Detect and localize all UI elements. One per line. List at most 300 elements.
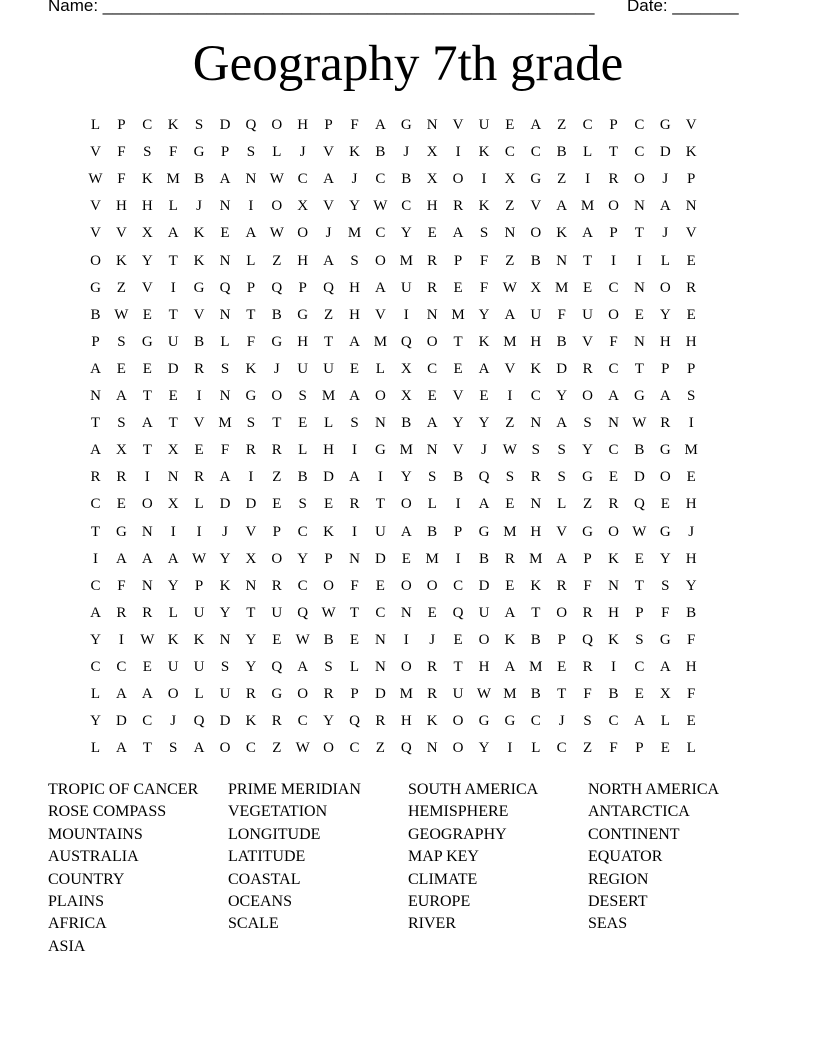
- grid-letter: I: [248, 469, 254, 486]
- grid-letter: O: [426, 577, 438, 594]
- grid-letter: O: [219, 740, 231, 757]
- grid-letter: Q: [400, 740, 412, 757]
- grid-letter: J: [299, 144, 306, 161]
- grid-letter: G: [271, 686, 283, 703]
- grid-letter: V: [374, 306, 386, 323]
- grid-letter: F: [117, 144, 126, 161]
- grid-letter: Y: [219, 550, 231, 567]
- grid-letter: P: [635, 740, 644, 757]
- grid-letter: P: [687, 360, 696, 377]
- grid-letter: M: [166, 171, 180, 188]
- word-item: LATITUDE: [228, 848, 306, 866]
- word-item: EQUATOR: [588, 848, 663, 866]
- grid-letter: R: [245, 686, 256, 703]
- grid-letter: P: [687, 171, 696, 188]
- grid-letter: K: [608, 550, 619, 567]
- word-column: [588, 779, 768, 936]
- grid-letter: V: [323, 144, 335, 161]
- grid-letter: L: [246, 252, 256, 269]
- grid-letter: U: [374, 523, 386, 540]
- word-column: [48, 779, 228, 958]
- grid-letter: A: [245, 225, 257, 242]
- grid-letter: E: [298, 415, 308, 432]
- grid-letter: C: [530, 713, 541, 730]
- grid-letter: E: [557, 659, 567, 675]
- grid-letter: G: [271, 333, 283, 350]
- grid-letter: A: [400, 523, 412, 540]
- grid-letter: E: [634, 550, 644, 567]
- grid-letter: P: [583, 550, 592, 567]
- grid-letter: M: [503, 686, 517, 703]
- grid-letter: Y: [167, 577, 179, 594]
- grid-letter: U: [582, 306, 594, 323]
- word-item: AUSTRALIA: [48, 848, 139, 866]
- word-item: VEGETATION: [228, 803, 328, 821]
- grid-letter: C: [608, 360, 619, 377]
- grid-letter: T: [531, 604, 541, 621]
- grid-letter: J: [325, 225, 332, 242]
- grid-letter: Q: [297, 604, 309, 621]
- grid-letter: T: [453, 659, 463, 675]
- grid-letter: B: [401, 171, 412, 188]
- grid-letter: Z: [557, 117, 567, 133]
- grid-letter: B: [297, 469, 308, 486]
- word-item: OCEANS: [228, 892, 293, 910]
- grid-letter: C: [556, 740, 567, 757]
- grid-letter: W: [192, 550, 207, 567]
- grid-letter: E: [505, 577, 515, 594]
- grid-letter: K: [115, 252, 127, 269]
- grid-letter: Z: [272, 469, 282, 486]
- grid-letter: V: [504, 360, 516, 377]
- grid-letter: C: [608, 713, 619, 730]
- grid-letter: A: [90, 604, 101, 621]
- grid-letter: Z: [324, 306, 334, 323]
- grid-letter: M: [321, 388, 336, 404]
- grid-letter: K: [219, 577, 231, 594]
- word-item: SCALE: [228, 915, 279, 933]
- grid-letter: Q: [452, 604, 464, 621]
- grid-letter: I: [170, 523, 176, 540]
- grid-letter: X: [115, 442, 127, 459]
- grid-letter: M: [503, 523, 517, 540]
- grid-letter: Q: [271, 659, 283, 675]
- grid-letter: N: [374, 415, 386, 432]
- grid-letter: G: [530, 171, 542, 188]
- grid-letter: E: [660, 496, 670, 513]
- grid-letter: E: [686, 469, 696, 486]
- grid-letter: I: [455, 144, 461, 161]
- grid-letter: E: [142, 306, 152, 323]
- grid-letter: R: [504, 550, 515, 567]
- grid-letter: G: [659, 117, 671, 133]
- word-item: GEOGRAPHY: [408, 825, 507, 843]
- grid-letter: F: [479, 279, 489, 296]
- grid-letter: N: [633, 279, 645, 296]
- grid-letter: R: [271, 442, 282, 459]
- grid-letter: P: [453, 252, 463, 269]
- grid-letter: O: [271, 550, 283, 567]
- grid-letter: Z: [272, 740, 282, 757]
- grid-letter: Y: [141, 252, 153, 269]
- grid-letter: J: [429, 631, 436, 648]
- grid-letter: V: [90, 198, 101, 215]
- grid-letter: R: [556, 577, 567, 594]
- grid-letter: G: [141, 333, 153, 350]
- grid-letter: S: [557, 442, 566, 459]
- grid-letter: L: [349, 659, 360, 675]
- grid-letter: O: [400, 577, 412, 594]
- grid-letter: S: [350, 252, 359, 269]
- grid-letter: M: [347, 225, 362, 242]
- grid-letter: T: [168, 306, 178, 323]
- grid-letter: A: [374, 279, 386, 296]
- grid-letter: Z: [505, 415, 515, 432]
- grid-letter: Z: [505, 252, 515, 269]
- grid-letter: L: [531, 740, 541, 757]
- grid-letter: X: [167, 496, 179, 513]
- grid-letter: H: [530, 523, 542, 540]
- grid-letter: L: [168, 604, 178, 621]
- grid-letter: L: [168, 198, 178, 215]
- grid-letter: V: [452, 117, 464, 133]
- grid-letter: F: [609, 333, 618, 350]
- grid-letter: O: [478, 631, 490, 648]
- grid-letter: A: [297, 659, 309, 675]
- word-item: ASIA: [48, 937, 86, 955]
- grid-letter: D: [245, 496, 257, 513]
- grid-letter: W: [321, 604, 336, 621]
- word-item: EUROPE: [408, 892, 471, 910]
- grid-letter: A: [659, 198, 671, 215]
- word-item: COASTAL: [228, 870, 301, 888]
- grid-letter: K: [193, 252, 205, 269]
- grid-letter: S: [687, 388, 696, 404]
- grid-letter: A: [478, 360, 490, 377]
- grid-letter: B: [90, 306, 101, 323]
- grid-letter: E: [142, 360, 152, 377]
- grid-letter: U: [297, 360, 309, 377]
- grid-letter: M: [529, 659, 543, 675]
- grid-letter: M: [399, 442, 413, 459]
- grid-letter: R: [608, 496, 619, 513]
- grid-letter: M: [399, 252, 413, 269]
- grid-letter: R: [142, 604, 153, 621]
- grid-letter: G: [193, 279, 205, 296]
- grid-letter: F: [246, 333, 256, 350]
- grid-letter: E: [505, 117, 515, 133]
- grid-letter: X: [297, 198, 309, 215]
- grid-letter: T: [246, 306, 256, 323]
- grid-letter: P: [272, 523, 281, 540]
- grid-letter: D: [219, 713, 231, 730]
- grid-letter: O: [530, 225, 542, 242]
- grid-letter: E: [220, 225, 230, 242]
- grid-letter: H: [608, 604, 619, 621]
- grid-letter: R: [582, 659, 593, 675]
- grid-letter: A: [90, 442, 101, 459]
- grid-letter: M: [451, 306, 465, 323]
- grid-letter: T: [142, 442, 152, 459]
- grid-letter: R: [116, 469, 127, 486]
- grid-letter: Z: [375, 740, 385, 757]
- grid-letter: G: [478, 523, 490, 540]
- grid-letter: A: [167, 550, 179, 567]
- grid-letter: F: [609, 740, 618, 757]
- grid-letter: I: [636, 252, 642, 269]
- grid-letter: E: [453, 279, 463, 296]
- word-item: TROPIC OF CANCER: [48, 781, 199, 798]
- grid-letter: A: [504, 306, 516, 323]
- grid-letter: B: [323, 631, 334, 648]
- grid-letter: C: [349, 740, 360, 757]
- grid-letter: F: [479, 252, 489, 269]
- grid-letter: E: [634, 306, 644, 323]
- grid-letter: O: [141, 496, 153, 513]
- grid-letter: C: [634, 117, 645, 133]
- grid-letter: R: [90, 469, 101, 486]
- grid-letter: Q: [478, 469, 490, 486]
- grid-letter: P: [609, 225, 618, 242]
- grid-letter: I: [377, 469, 383, 486]
- grid-letter: A: [349, 469, 360, 486]
- grid-letter: Z: [505, 198, 515, 215]
- grid-letter: S: [324, 659, 333, 675]
- grid-letter: W: [373, 198, 388, 215]
- grid-letter: N: [245, 577, 257, 594]
- grid-letter: M: [684, 442, 698, 459]
- grid-letter: N: [219, 252, 231, 269]
- grid-letter: U: [478, 117, 490, 133]
- grid-letter: L: [375, 360, 385, 377]
- grid-letter: B: [530, 252, 541, 269]
- grid-letter: N: [141, 577, 153, 594]
- grid-letter: G: [659, 442, 671, 459]
- grid-letter: X: [426, 171, 438, 188]
- grid-letter: A: [193, 740, 205, 757]
- grid-letter: L: [90, 686, 101, 703]
- grid-letter: D: [556, 360, 568, 377]
- grid-letter: E: [453, 631, 463, 648]
- grid-letter: X: [504, 171, 516, 188]
- grid-letter: B: [530, 686, 541, 703]
- name-field: Name: ____________________________________________________: [48, 0, 595, 15]
- grid-letter: C: [608, 279, 619, 296]
- grid-letter: Q: [193, 713, 205, 730]
- grid-letter: O: [323, 577, 335, 594]
- grid-letter: O: [659, 279, 671, 296]
- grid-letter: N: [426, 117, 438, 133]
- grid-letter: D: [323, 469, 335, 486]
- grid-letter: N: [530, 415, 542, 432]
- grid-letter: R: [427, 252, 438, 269]
- grid-letter: K: [608, 631, 619, 648]
- grid-letter: E: [142, 659, 152, 675]
- grid-letter: I: [144, 469, 150, 486]
- grid-letter: T: [634, 225, 644, 242]
- grid-letter: N: [219, 388, 231, 404]
- grid-letter: O: [297, 686, 309, 703]
- grid-letter: Q: [219, 279, 231, 296]
- grid-letter: M: [399, 686, 413, 703]
- grid-letter: E: [349, 631, 360, 648]
- grid-letter: E: [194, 442, 204, 459]
- grid-letter: N: [556, 252, 568, 269]
- grid-letter: Y: [478, 415, 490, 432]
- grid-letter: M: [503, 333, 517, 350]
- grid-letter: U: [167, 659, 179, 675]
- grid-letter: E: [427, 604, 437, 621]
- grid-letter: B: [375, 144, 386, 161]
- grid-letter: K: [349, 144, 360, 161]
- grid-letter: A: [141, 686, 153, 703]
- grid-letter: Y: [245, 631, 257, 648]
- grid-letter: M: [555, 279, 569, 296]
- grid-letter: Y: [556, 388, 568, 404]
- grid-letter: N: [219, 198, 231, 215]
- grid-letter: T: [168, 415, 178, 432]
- grid-letter: C: [634, 144, 645, 161]
- grid-letter: E: [453, 360, 463, 377]
- grid-letter: L: [427, 496, 437, 513]
- grid-letter: O: [608, 523, 619, 540]
- grid-letter: O: [167, 686, 179, 703]
- grid-letter: H: [685, 333, 697, 350]
- grid-letter: C: [608, 442, 619, 459]
- grid-letter: G: [504, 713, 516, 730]
- grid-letter: P: [298, 279, 307, 296]
- grid-letter: R: [194, 469, 205, 486]
- grid-letter: O: [582, 388, 594, 404]
- grid-letter: N: [426, 740, 438, 757]
- grid-letter: V: [685, 117, 697, 133]
- grid-letter: C: [90, 496, 101, 513]
- grid-letter: C: [297, 713, 308, 730]
- grid-letter: G: [245, 388, 257, 404]
- grid-letter: E: [583, 279, 593, 296]
- grid-letter: C: [375, 171, 386, 188]
- grid-letter: C: [90, 659, 101, 675]
- grid-letter: P: [91, 333, 100, 350]
- grid-letter: R: [271, 713, 282, 730]
- grid-letter: B: [478, 550, 489, 567]
- grid-letter: G: [297, 306, 309, 323]
- grid-letter: C: [142, 713, 153, 730]
- grid-letter: K: [167, 631, 179, 648]
- grid-letter: M: [218, 415, 232, 432]
- grid-letter: Q: [349, 713, 360, 730]
- grid-letter: S: [583, 415, 592, 432]
- grid-letter: O: [374, 252, 386, 269]
- grid-letter: R: [427, 659, 438, 675]
- word-item: PRIME MERIDIAN: [228, 781, 361, 798]
- grid-letter: N: [426, 442, 438, 459]
- grid-letter: U: [193, 604, 205, 621]
- grid-letter: O: [608, 306, 619, 323]
- grid-letter: N: [141, 523, 153, 540]
- grid-letter: V: [90, 225, 101, 242]
- word-item: REGION: [588, 870, 649, 888]
- grid-letter: B: [194, 333, 205, 350]
- grid-letter: D: [115, 713, 127, 730]
- grid-letter: V: [530, 198, 542, 215]
- grid-letter: V: [323, 198, 335, 215]
- header: [48, 0, 748, 20]
- grid-letter: L: [557, 496, 567, 513]
- grid-letter: U: [219, 686, 231, 703]
- grid-letter: S: [350, 415, 359, 432]
- grid-letter: S: [505, 469, 515, 486]
- grid-letter: C: [142, 117, 153, 133]
- grid-letter: E: [660, 740, 670, 757]
- grid-letter: I: [455, 550, 461, 567]
- grid-letter: E: [634, 686, 644, 703]
- grid-letter: H: [141, 198, 153, 215]
- grid-letter: I: [611, 252, 616, 269]
- grid-letter: J: [662, 171, 669, 188]
- grid-letter: Y: [297, 550, 309, 567]
- grid-letter: Y: [478, 740, 490, 757]
- grid-letter: Q: [245, 117, 257, 133]
- grid-letter: I: [352, 523, 357, 540]
- grid-letter: B: [608, 686, 619, 703]
- grid-letter: H: [349, 279, 360, 296]
- grid-letter: K: [193, 225, 205, 242]
- grid-letter: L: [298, 442, 308, 459]
- grid-letter: P: [117, 117, 126, 133]
- grid-letter: R: [349, 496, 360, 513]
- grid-letter: D: [374, 550, 386, 567]
- grid-letter: Y: [323, 713, 335, 730]
- grid-letter: E: [479, 388, 489, 404]
- grid-letter: W: [632, 523, 647, 540]
- grid-letter: L: [194, 686, 204, 703]
- grid-letter: O: [271, 388, 283, 404]
- grid-letter: C: [297, 171, 308, 188]
- grid-letter: F: [350, 577, 359, 594]
- grid-letter: N: [219, 306, 231, 323]
- grid-letter: H: [297, 333, 309, 350]
- grid-letter: C: [245, 740, 256, 757]
- grid-letter: S: [583, 713, 592, 730]
- grid-letter: H: [426, 198, 438, 215]
- grid-letter: B: [453, 469, 464, 486]
- grid-letter: K: [245, 713, 257, 730]
- grid-letter: A: [167, 225, 179, 242]
- grid-letter: G: [400, 117, 412, 133]
- grid-letter: T: [324, 333, 334, 350]
- grid-letter: K: [478, 144, 490, 161]
- grid-letter: I: [403, 631, 409, 648]
- grid-letter: A: [582, 225, 594, 242]
- grid-letter: I: [248, 198, 254, 215]
- grid-letter: R: [323, 686, 334, 703]
- grid-letter: S: [428, 469, 437, 486]
- grid-letter: P: [557, 631, 566, 648]
- date-field: Date: _______: [627, 0, 739, 15]
- grid-letter: H: [478, 659, 490, 675]
- grid-letter: B: [634, 442, 645, 459]
- word-item: SOUTH AMERICA: [408, 781, 539, 798]
- grid-letter: I: [93, 550, 98, 567]
- grid-letter: T: [142, 740, 152, 757]
- grid-letter: Y: [659, 550, 671, 567]
- grid-letter: H: [115, 198, 127, 215]
- grid-letter: C: [427, 360, 438, 377]
- grid-letter: K: [504, 631, 516, 648]
- grid-letter: I: [611, 659, 616, 675]
- grid-letter: G: [582, 523, 594, 540]
